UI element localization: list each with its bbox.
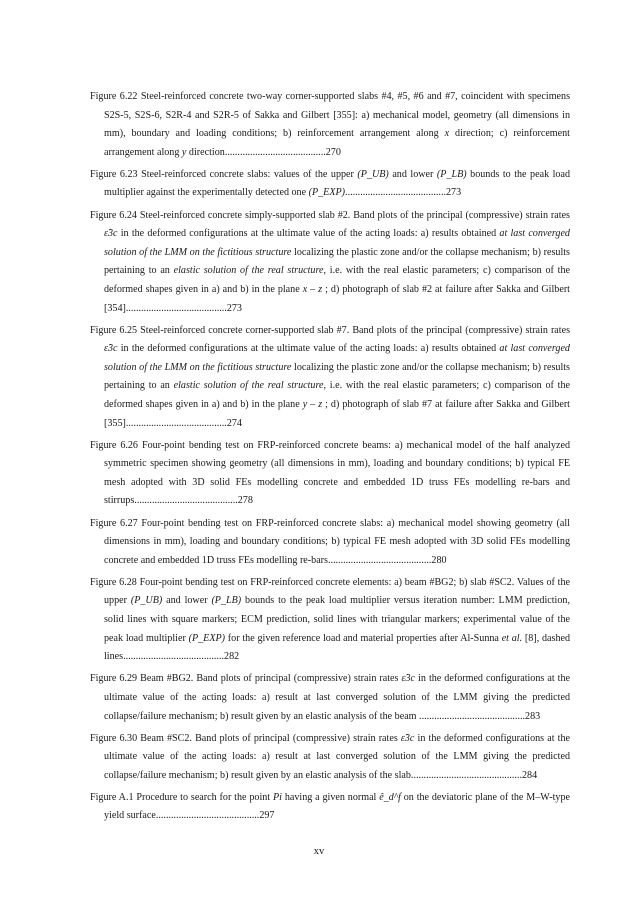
math-or-italic-text: (P_UB) (357, 168, 389, 180)
caption-text: in the deformed configurations at the ultimate value of the acting loads: a) results obtained (117, 228, 500, 240)
figure-label: Figure 6.28 (90, 576, 137, 588)
caption-text: ; d) photograph of slab #2 at failure after Sakka and Gilbert [354] (104, 283, 570, 314)
caption-text: ; d) photograph of slab #7 at failure after Sakka and Gilbert [355] (104, 399, 570, 429)
caption-text: Steel-reinforced concrete corner-supported slab #7. Band plots of the principal (compressive) strain rates (140, 324, 570, 336)
dot-leader: ........................................ (136, 495, 238, 507)
math-or-italic-text: et al. (501, 632, 523, 644)
dot-leader: ........................................ (125, 302, 227, 314)
page-ref: 270 (325, 146, 341, 158)
dot-leader: ........................................ (345, 187, 446, 199)
math-or-italic-text: ε̇3c (104, 343, 118, 355)
figure-label: Figure 6.22 (90, 91, 138, 102)
math-or-italic-text: ê_d^f (379, 791, 401, 803)
dot-leader: ........................................ (330, 554, 432, 566)
math-or-italic-text: Pi (272, 791, 282, 803)
math-or-italic-text: ε̇3c (401, 673, 416, 685)
math-or-italic-text: y (181, 146, 187, 158)
list-of-figures (90, 88, 570, 830)
math-or-italic-text: x – z (302, 283, 323, 295)
figure-entry (90, 574, 570, 667)
caption-text: direction; c) reinforcement arrangement along (104, 128, 570, 158)
caption-text: Beam #BG2. Band plots of principal (compressive) strain rates (140, 673, 402, 685)
dot-leader: ........................................ (224, 146, 326, 158)
math-or-italic-text: at last converged solution of the LMM on the fictitious structure (104, 228, 570, 258)
figure-entry (90, 207, 570, 319)
caption-text: direction (186, 146, 225, 158)
caption-text: , i.e. with the real elastic parameters; c) comparison of the deformed shapes given in a) and b) in the plane (104, 265, 570, 295)
math-or-italic-text: y – z (302, 399, 323, 410)
caption-text: , i.e. with the real elastic parameters; c) comparison of the deformed shapes given in a) and b) in the plane (104, 380, 570, 410)
figure-entry (90, 730, 570, 786)
caption-text: Four-point bending test on FRP-reinforced concrete elements: a) beam #BG2; b) slab #SC2. Values of the upper (104, 576, 570, 607)
caption-text: Four-point bending test on FRP-reinforced concrete slabs: a) mechanical model showing geometry (all dimensions in mm), loading and boundary conditions; b) typical FE mesh adopted with 3D solid FEs modelling concrete and embedded 1D truss FEs modelling re-bars. (104, 517, 570, 566)
caption-text: for the given reference load and material properties after Al-Sunna (225, 632, 502, 644)
figure-entry (90, 789, 570, 826)
figure-label: Figure 6.27 (90, 517, 138, 529)
caption-text: Steel-reinforced concrete simply-supported slab #2. Band plots of the principal (compressive) strain rates (139, 209, 570, 221)
figure-entry (90, 515, 570, 571)
caption-text: in the deformed configurations at the ultimate value of the acting loads: a) result at last converged solution of the LMM giving the predicted collapse/failure mechanism; b) result given by an elastic analysis of the slab.... (104, 732, 570, 781)
math-or-italic-text: ε̇3c (400, 732, 415, 744)
math-or-italic-text: ε̇3c (104, 228, 118, 240)
figure-entry (90, 670, 570, 726)
math-or-italic-text: (P_EXP) (308, 187, 346, 199)
page-ref: 282 (224, 651, 240, 663)
caption-text: Beam #SC2. Band plots of principal (compressive) strain rates (140, 732, 401, 744)
caption-text: bounds to the peak load multiplier versus iteration number: LMM prediction, solid lines with square markers; ECM prediction, solid lines with triangular markers; experimental value of the peak load multiplier (104, 595, 570, 644)
figure-label: Figure 6.26 (90, 439, 138, 451)
page-ref: 278 (237, 495, 253, 507)
math-or-italic-text: elastic solution of the real structure (173, 265, 324, 277)
caption-text: Procedure to search for the point (136, 791, 273, 803)
dot-leader: ........................................ (123, 651, 225, 663)
caption-text: Steel-reinforced concrete slabs: values of the upper (141, 168, 358, 180)
figure-label: Figure A.1 (90, 791, 134, 803)
caption-text: [8], dashed lines (104, 632, 571, 663)
caption-text: and lower (162, 595, 212, 607)
page-ref: 284 (521, 769, 538, 781)
caption-text: bounds to the peak load multiplier against the experimentally detected one (104, 168, 571, 199)
figure-label: Figure 6.23 (90, 168, 138, 180)
page-ref: 280 (431, 554, 447, 566)
caption-text: Steel-reinforced concrete two-way corner-supported slabs #4, #5, #6 and #7, coincident with specimens S2S-5, S2S-6, S2R-4 and S2R-5 of Sakka and Gilbert [355]: a) mechanical model, geometry (all dimensions in mm), boundary and loading conditions; b) reinforcement arrangement along (104, 91, 570, 140)
figure-label: Figure 6.30 (90, 732, 138, 744)
caption-text: and lower (388, 168, 437, 180)
figure-label: Figure 6.25 (90, 324, 138, 336)
dot-leader: ........................................ (158, 810, 260, 822)
figure-entry (90, 322, 570, 434)
caption-text: in the deformed configurations at the ultimate value of the acting loads: a) results obtained (117, 343, 500, 355)
dot-leader: ........................................ (421, 769, 522, 781)
figure-label: Figure 6.24 (90, 209, 137, 221)
page-ref: 273 (445, 187, 462, 199)
figure-entry (90, 166, 570, 203)
caption-text: Four-point bending test on FRP-reinforced concrete beams: a) mechanical model of the half analyzed symmetric specimen showing geometry (all dimensions in mm), loading and boundary conditions; b) typical FE mesh adopted with 3D solid FEs modelling concrete and embedded 1D truss FEs modelling re-bars and stirrups. (104, 439, 570, 507)
figure-entry (90, 88, 570, 162)
dot-leader: ........................................ (424, 710, 526, 722)
math-or-italic-text: elastic solution of the real structure (173, 380, 324, 392)
caption-text: localizing the plastic zone and/or the collapse mechanism; b) results pertaining to an (104, 361, 570, 392)
math-or-italic-text: at last converged solution of the LMM on the fictitious structure (104, 343, 570, 373)
page-number: xv (313, 846, 325, 857)
math-or-italic-text: x (444, 128, 450, 140)
figure-entry (90, 437, 570, 511)
math-or-italic-text: (P_UB) (130, 595, 163, 607)
caption-text: having a given normal (281, 791, 380, 803)
math-or-italic-text: (P_LB) (211, 595, 242, 607)
page-ref: 273 (226, 302, 242, 314)
page-ref: 283 (525, 710, 541, 722)
page-ref: 297 (259, 810, 275, 822)
caption-text: on the deviatoric plane of the M–W-type yield surface. (104, 791, 571, 822)
dot-leader: ........................................ (125, 417, 227, 429)
math-or-italic-text: (P_EXP) (188, 632, 226, 644)
figure-label: Figure 6.29 (90, 673, 138, 685)
math-or-italic-text: (P_LB) (436, 168, 467, 180)
caption-text: in the deformed configurations at the ultimate value of the acting loads: a) result at last converged solution of the LMM giving the predicted collapse/failure mechanism; b) result given by an elastic analysis of the beam .. (104, 673, 571, 722)
caption-text: localizing the plastic zone and/or the collapse mechanism; b) results pertaining to an (104, 246, 570, 277)
page-ref: 274 (226, 417, 242, 429)
